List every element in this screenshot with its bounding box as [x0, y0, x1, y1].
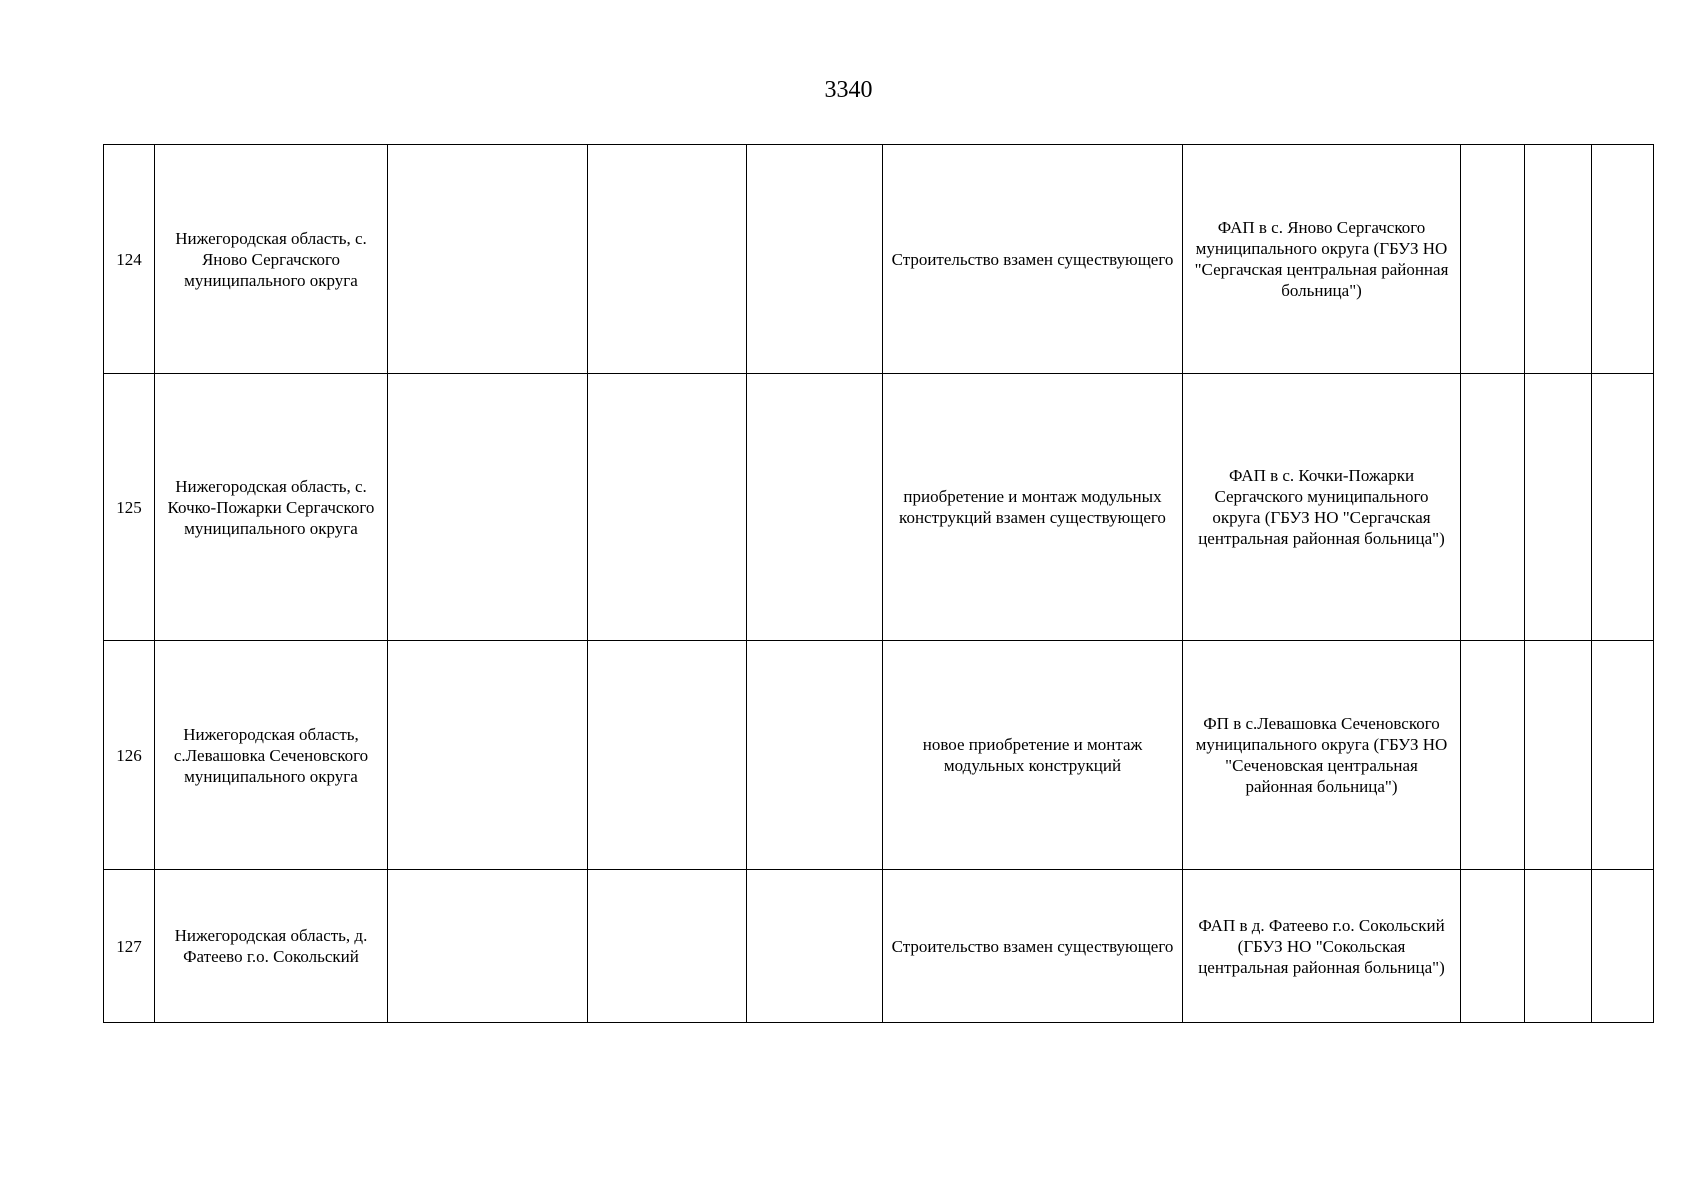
empty-cell	[1592, 641, 1654, 870]
empty-cell	[1592, 374, 1654, 641]
empty-cell	[588, 870, 747, 1023]
empty-cell	[1525, 641, 1592, 870]
empty-cell	[747, 870, 883, 1023]
row-number: 126	[104, 641, 155, 870]
empty-cell	[1461, 641, 1525, 870]
empty-cell	[388, 641, 588, 870]
table-row	[104, 145, 1654, 374]
facility-cell: ФАП в с. Яново Сергачского муниципального округа (ГБУЗ НО "Сергачская центральная районная больница")	[1183, 145, 1461, 374]
row-number: 127	[104, 870, 155, 1023]
empty-cell	[1592, 145, 1654, 374]
empty-cell	[1461, 145, 1525, 374]
data-table	[103, 144, 1654, 1023]
empty-cell	[388, 870, 588, 1023]
row-number: 124	[104, 145, 155, 374]
table-row	[104, 870, 1654, 1023]
empty-cell	[588, 374, 747, 641]
location-cell: Нижегородская область, д. Фатеево г.о. Сокольский	[155, 870, 388, 1023]
empty-cell	[1525, 145, 1592, 374]
empty-cell	[588, 145, 747, 374]
row-number: 125	[104, 374, 155, 641]
empty-cell	[1461, 870, 1525, 1023]
empty-cell	[747, 374, 883, 641]
empty-cell	[747, 145, 883, 374]
work-type-cell: новое приобретение и монтаж модульных конструкций	[883, 641, 1183, 870]
work-type-cell: приобретение и монтаж модульных конструкций взамен существующего	[883, 374, 1183, 641]
empty-cell	[1525, 870, 1592, 1023]
facility-cell: ФАП в с. Кочки-Пожарки Сергачского муниципального округа (ГБУЗ НО "Сергачская центральная районная больница")	[1183, 374, 1461, 641]
empty-cell	[747, 641, 883, 870]
table-row	[104, 641, 1654, 870]
empty-cell	[1592, 870, 1654, 1023]
facility-cell: ФАП в д. Фатеево г.о. Сокольский (ГБУЗ НО "Сокольская центральная районная больница")	[1183, 870, 1461, 1023]
location-cell: Нижегородская область, с.Левашовка Сеченовского муниципального округа	[155, 641, 388, 870]
table-row	[104, 374, 1654, 641]
empty-cell	[388, 145, 588, 374]
empty-cell	[1525, 374, 1592, 641]
work-type-cell: Строительство взамен существующего	[883, 145, 1183, 374]
facility-cell: ФП в с.Левашовка Сеченовского муниципального округа (ГБУЗ НО "Сеченовская центральная районная больница")	[1183, 641, 1461, 870]
empty-cell	[388, 374, 588, 641]
location-cell: Нижегородская область, с. Яново Сергачского муниципального округа	[155, 145, 388, 374]
work-type-cell: Строительство взамен существующего	[883, 870, 1183, 1023]
page-number: 3340	[824, 77, 873, 103]
location-cell: Нижегородская область, с. Кочко-Пожарки Сергачского муниципального округа	[155, 374, 388, 641]
empty-cell	[1461, 374, 1525, 641]
empty-cell	[588, 641, 747, 870]
